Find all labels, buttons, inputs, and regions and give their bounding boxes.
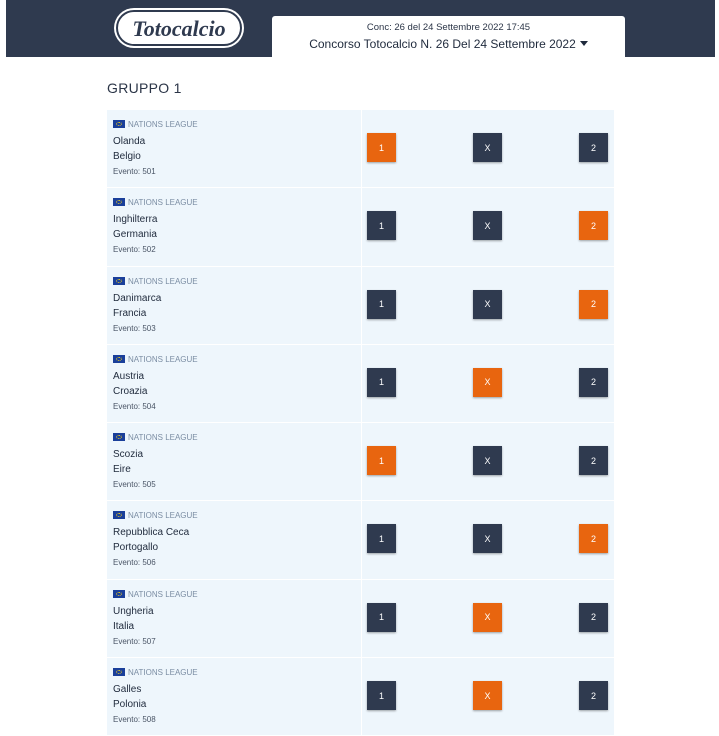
away-team: Francia [113,307,147,319]
group-title: GRUPPO 1 [107,80,182,96]
home-team: Galles [113,684,142,696]
event-number: Evento: 507 [113,636,156,646]
eu-flag-icon [113,120,125,128]
pick-x-button[interactable]: X [473,133,502,162]
league-name: NATIONS LEAGUE [128,433,198,443]
home-team: Scozia [113,449,144,461]
match-row [107,267,614,345]
league-name: NATIONS LEAGUE [128,589,198,599]
home-team: Inghilterra [113,214,158,226]
event-number: Evento: 505 [113,480,156,490]
match-info [107,501,362,578]
pick-2-button[interactable]: 2 [579,603,608,632]
caret-down-icon [580,41,588,46]
eu-flag-icon [113,668,125,676]
totocalcio-logo[interactable] [112,6,246,50]
league-name: NATIONS LEAGUE [128,276,198,286]
match-info [107,658,362,735]
pick-2-button[interactable]: 2 [579,446,608,475]
contest-selector[interactable] [272,16,625,58]
event-number: Evento: 503 [113,323,156,333]
league-name: NATIONS LEAGUE [128,668,198,678]
pick-x-button[interactable]: X [473,446,502,475]
pick-x-button[interactable]: X [473,603,502,632]
match-row [107,658,614,736]
pick-x-button[interactable]: X [473,368,502,397]
pick-2-button[interactable]: 2 [579,681,608,710]
pick-2-button[interactable]: 2 [579,133,608,162]
league-label [113,511,198,520]
league-label [113,433,198,442]
contest-subtitle: Conc: 26 del 24 Settembre 2022 17:45 [366,22,531,33]
pick-1-button[interactable]: 1 [367,446,396,475]
away-team: Croazia [113,385,148,397]
eu-flag-icon [113,355,125,363]
match-info [107,267,362,344]
home-team: Danimarca [113,292,162,304]
match-info [107,110,362,187]
pick-2-button[interactable]: 2 [579,368,608,397]
league-label [113,198,198,207]
pick-2-button[interactable]: 2 [579,211,608,240]
pick-x-button[interactable]: X [473,681,502,710]
pick-2-button[interactable]: 2 [579,290,608,319]
league-name: NATIONS LEAGUE [128,511,198,521]
league-name: NATIONS LEAGUE [128,198,198,208]
league-label [113,590,198,599]
contest-dropdown-label: Concorso Totocalcio N. 26 Del 24 Settembre 2022 [309,37,576,51]
league-name: NATIONS LEAGUE [128,120,198,129]
contest-dropdown[interactable] [272,37,625,51]
eu-flag-icon [113,198,125,206]
match-row [107,501,614,579]
away-team: Eire [113,464,131,476]
match-info [107,188,362,265]
event-number: Evento: 501 [113,167,156,176]
league-label [113,120,198,129]
svg-text:Totocalcio: Totocalcio [132,16,226,41]
pick-1-button[interactable]: 1 [367,290,396,319]
match-row [107,423,614,501]
league-label [113,277,198,286]
match-info [107,345,362,422]
pick-1-button[interactable]: 1 [367,681,396,710]
pick-1-button[interactable]: 1 [367,524,396,553]
home-team: Repubblica Ceca [113,527,190,539]
league-label [113,668,198,677]
eu-flag-icon [113,511,125,519]
pick-x-button[interactable]: X [473,290,502,319]
home-team: Olanda [113,136,146,147]
event-number: Evento: 506 [113,558,156,568]
event-number: Evento: 504 [113,401,156,411]
match-info [107,580,362,657]
home-team: Austria [113,370,145,382]
pick-x-button[interactable]: X [473,211,502,240]
match-row [107,188,614,266]
league-label [113,355,198,364]
event-number: Evento: 508 [113,715,156,725]
match-row [107,345,614,423]
league-name: NATIONS LEAGUE [128,354,198,364]
away-team: Germania [113,229,157,241]
match-list [107,110,614,736]
pick-1-button[interactable]: 1 [367,133,396,162]
pick-1-button[interactable]: 1 [367,603,396,632]
pick-x-button[interactable]: X [473,524,502,553]
match-row [107,580,614,658]
home-team: Ungheria [113,605,154,617]
match-info [107,423,362,500]
pick-2-button[interactable]: 2 [579,524,608,553]
eu-flag-icon [113,590,125,598]
match-row [107,110,614,188]
away-team: Belgio [113,151,141,162]
away-team: Polonia [113,699,147,711]
event-number: Evento: 502 [113,245,156,255]
eu-flag-icon [113,433,125,441]
away-team: Portogallo [113,542,159,554]
pick-1-button[interactable]: 1 [367,211,396,240]
away-team: Italia [113,620,135,632]
eu-flag-icon [113,277,125,285]
pick-1-button[interactable]: 1 [367,368,396,397]
